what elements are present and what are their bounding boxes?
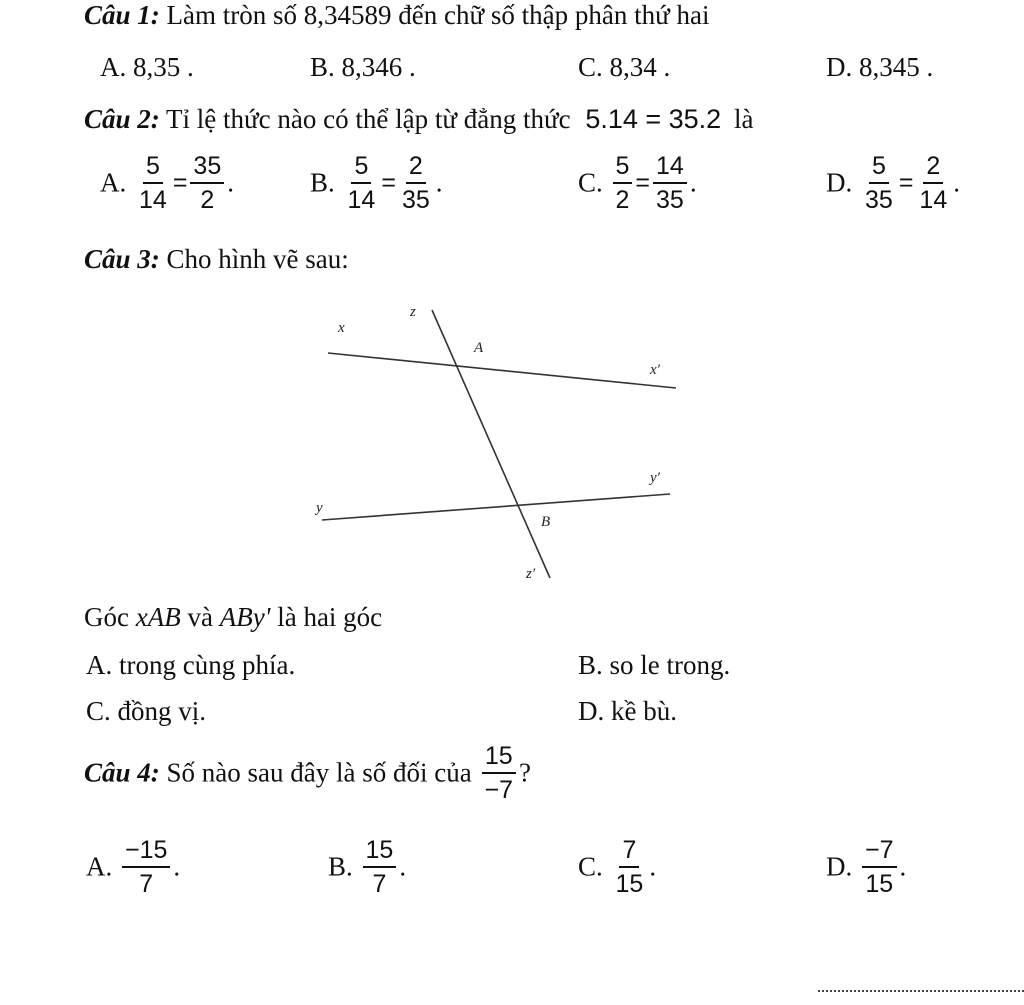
period: . — [953, 167, 960, 198]
question-2-equation: 5.14 = 35.2 — [585, 104, 722, 134]
q4-option-a — [86, 834, 180, 900]
q4-option-b-letter: B. — [328, 851, 353, 882]
numerator: 7 — [619, 834, 639, 868]
question-1-label: Câu 1: — [84, 0, 160, 30]
equals-sign: = — [898, 168, 914, 197]
line-xx-prime — [328, 353, 676, 388]
q2-option-d-letter: D. — [826, 167, 853, 198]
question-4-fraction — [481, 740, 516, 806]
q4-option-d-letter: D. — [826, 851, 853, 882]
period: . — [173, 851, 181, 882]
denominator: 14 — [139, 186, 167, 214]
denominator: 15 — [615, 870, 644, 898]
numerator: 2 — [923, 150, 943, 184]
q4-option-a-fraction — [122, 834, 170, 900]
q4-option-b — [328, 834, 406, 900]
line-yy-prime — [322, 494, 670, 520]
question-2-text: Tỉ lệ thức nào có thể lập từ đẳng thức — [166, 104, 571, 134]
angle-1: xAB — [135, 602, 181, 632]
numerator: −7 — [862, 834, 897, 868]
denominator: 14 — [347, 186, 376, 214]
q4-option-c — [578, 834, 656, 900]
numerator: −15 — [122, 834, 170, 868]
period: . — [899, 851, 907, 882]
denominator: 14 — [919, 186, 948, 214]
q4-option-c-letter: C. — [578, 851, 603, 882]
numerator: 5 — [613, 150, 633, 184]
q3-option-d: D. kề bù. — [578, 696, 677, 726]
q3-option-b: B. so le trong. — [578, 650, 731, 680]
label-y: y — [316, 500, 323, 516]
numerator: 14 — [653, 150, 687, 184]
period: . — [689, 167, 697, 198]
numerator: 5 — [869, 150, 889, 184]
angle-2: ABy' — [219, 602, 271, 632]
question-4-label: Câu 4: — [84, 757, 160, 788]
q4-option-d — [826, 834, 906, 900]
label-x: x — [338, 320, 345, 336]
question-3-label: Câu 3: — [84, 244, 160, 274]
q2-option-c-letter: C. — [578, 167, 603, 198]
question-2-label: Câu 2: — [84, 104, 160, 134]
denominator: 35 — [865, 186, 893, 214]
label-z-prime: z′ — [526, 566, 536, 582]
q3-option-a: A. trong cùng phía. — [86, 650, 296, 680]
numerator: 5 — [351, 150, 371, 184]
denominator: 35 — [656, 186, 684, 214]
label-z: z — [410, 304, 416, 320]
numerator: 2 — [406, 150, 426, 184]
question-4-text: Số nào sau đây là số đối của — [166, 757, 472, 788]
denominator: 35 — [401, 186, 430, 214]
q4-option-a-letter: A. — [86, 851, 113, 882]
period: . — [399, 851, 407, 882]
numerator: 35 — [190, 150, 224, 184]
equals-sign: = — [172, 168, 188, 197]
question-3-mid: và — [187, 602, 213, 632]
label-y-prime: y′ — [650, 470, 660, 486]
q1-option-d: D. 8,345 . — [826, 52, 934, 82]
q1-option-a: A. 8,35 . — [100, 52, 194, 82]
denominator: 7 — [139, 870, 154, 898]
q2-option-a-letter: A. — [100, 167, 127, 198]
question-3-suffix: là hai góc — [277, 602, 383, 632]
label-A: A — [474, 340, 484, 356]
numerator: 5 — [143, 150, 163, 184]
numerator: 15 — [363, 834, 397, 868]
equals-sign: = — [635, 168, 651, 197]
q4-option-c-fraction — [613, 834, 647, 900]
q2-option-b-letter: B. — [310, 167, 335, 198]
denominator: −7 — [484, 776, 513, 804]
q4-option-b-fraction — [363, 834, 397, 900]
question-4-tail: ? — [518, 757, 531, 788]
question-2-tail: là — [733, 104, 754, 134]
transversal-zz-prime — [432, 310, 550, 578]
denominator: 2 — [615, 186, 630, 214]
equals-sign: = — [381, 168, 396, 197]
question-3-prefix: Góc — [84, 602, 129, 632]
numerator: 15 — [482, 740, 516, 774]
question-3-prompt — [84, 602, 382, 633]
q3-option-c: C. đồng vị. — [86, 696, 207, 726]
q1-option-c: C. 8,34 . — [578, 52, 671, 82]
denominator: 15 — [865, 870, 894, 898]
q4-option-d-fraction — [862, 834, 897, 900]
label-B: B — [541, 514, 551, 530]
dotted-divider — [818, 990, 1024, 992]
question-1-text: Làm tròn số 8,34589 đến chữ số thập phân thứ hai — [166, 0, 710, 30]
denominator: 7 — [372, 870, 387, 898]
question-3-text: Cho hình vẽ sau: — [166, 244, 349, 274]
question-4 — [84, 740, 531, 806]
label-x-prime: x′ — [650, 362, 660, 378]
period: . — [435, 167, 443, 198]
denominator: 2 — [200, 186, 215, 214]
q1-option-b: B. 8,346 . — [310, 52, 416, 82]
period: . — [227, 167, 234, 198]
period: . — [649, 851, 657, 882]
